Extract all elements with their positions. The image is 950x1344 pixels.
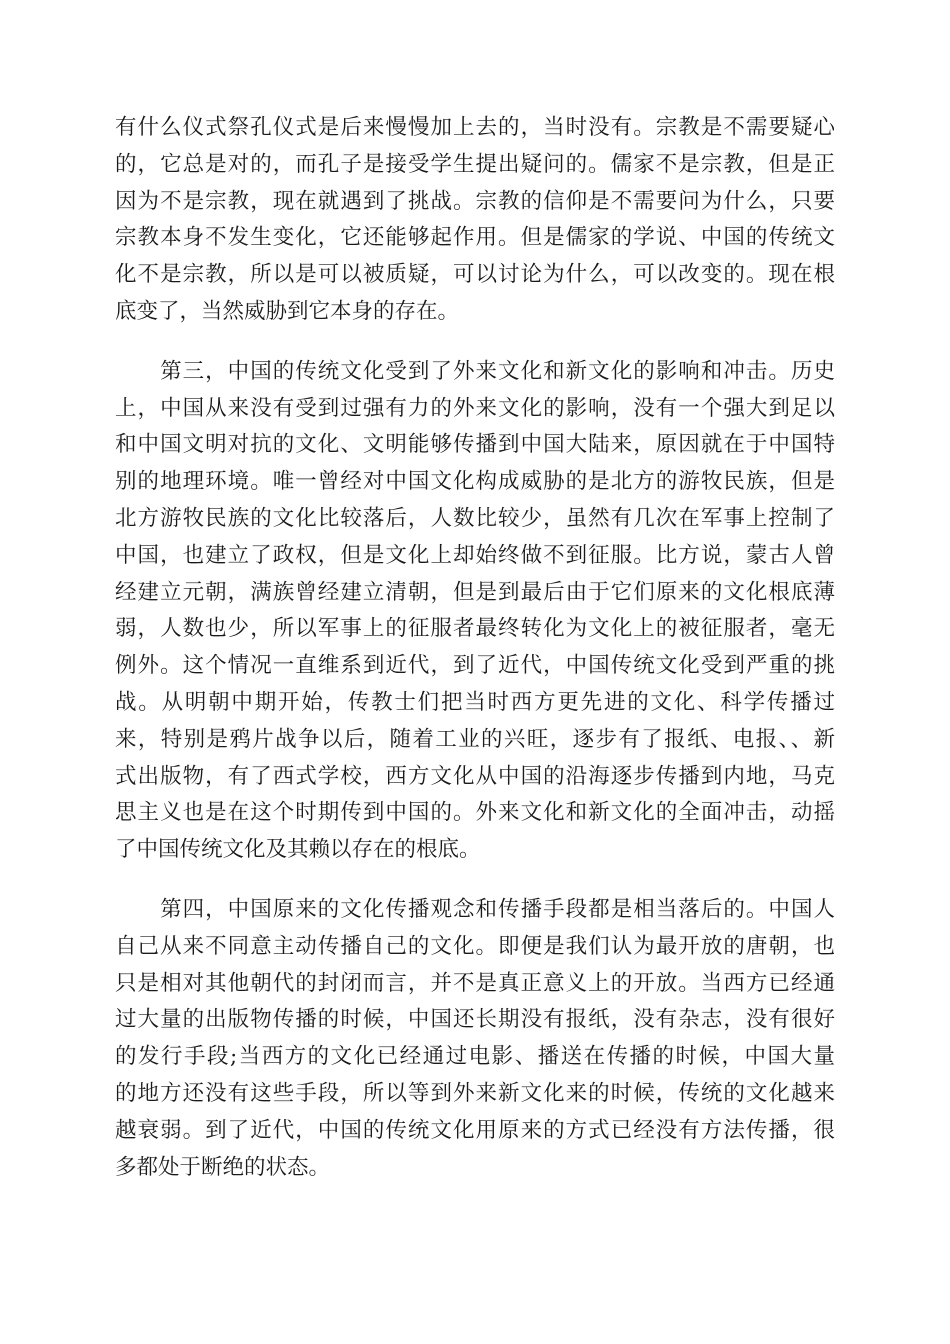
text-line: 来，特别是鸦片战争以后，随着工业的兴旺，逐步有了报纸、电报、、新 <box>115 726 835 752</box>
text-line: 的地方还没有这些手段，所以等到外来新文化来的时候，传统的文化越来 <box>115 1080 835 1106</box>
text-line: 例外。这个情况一直维系到近代，到了近代，中国传统文化受到严重的挑 <box>115 653 835 679</box>
document-body <box>115 110 835 1209</box>
text-line: 的，它总是对的，而孔子是接受学生提出疑问的。儒家不是宗教，但是正 <box>115 151 835 177</box>
text-line: 别的地理环境。唯一曾经对中国文化构成威胁的是北方的游牧民族，但是 <box>115 469 835 495</box>
text-line: 自己从来不同意主动传播自己的文化。即便是我们认为最开放的唐朝，也 <box>115 933 835 959</box>
text-line: 和中国文明对抗的文化、文明能够传播到中国大陆来，原因就在于中国特 <box>115 432 835 458</box>
text-line: 多都处于断绝的状态。 <box>115 1154 331 1180</box>
text-line: 弱，人数也少，所以军事上的征服者最终转化为文化上的被征服者，毫无 <box>115 616 835 642</box>
text-line: 的发行手段;当西方的文化已经通过电影、播送在传播的时候，中国大量 <box>115 1044 835 1070</box>
text-line: 战。从明朝中期开始，传教士们把当时西方更先进的文化、科学传播过 <box>115 689 835 715</box>
text-line: 式出版物，有了西式学校，西方文化从中国的沿海逐步传播到内地，马克 <box>115 763 835 789</box>
text-line: 思主义也是在这个时期传到中国的。外来文化和新文化的全面冲击，动摇 <box>115 800 835 826</box>
text-line: 过大量的出版物传播的时候，中国还长期没有报纸，没有杂志，没有很好 <box>115 1007 835 1033</box>
text-line: 有什么仪式祭孔仪式是后来慢慢加上去的，当时没有。宗教是不需要疑心 <box>115 115 835 140</box>
text-line: 底变了，当然威胁到它本身的存在。 <box>115 298 460 324</box>
text-line: 北方游牧民族的文化比较落后，人数比较少，虽然有几次在军事上控制了 <box>115 505 835 531</box>
text-line: 第三，中国的传统文化受到了外来文化和新文化的影响和冲击。历史 <box>115 358 835 384</box>
text-line: 了中国传统文化及其赖以存在的根底。 <box>115 837 481 863</box>
paragraph-1 <box>115 110 835 331</box>
text-line: 因为不是宗教，现在就遇到了挑战。宗教的信仰是不需要问为什么，只要 <box>115 188 835 214</box>
paragraph-2 <box>115 354 835 869</box>
text-line: 只是相对其他朝代的封闭而言，并不是真正意义上的开放。当西方已经通 <box>115 970 835 996</box>
text-line: 越衰弱。到了近代，中国的传统文化用原来的方式已经没有方法传播，很 <box>115 1117 835 1143</box>
text-line: 第四，中国原来的文化传播观念和传播手段都是相当落后的。中国人 <box>115 896 835 922</box>
text-line: 上，中国从来没有受到过强有力的外来文化的影响，没有一个强大到足以 <box>115 395 835 421</box>
text-line: 中国，也建立了政权，但是文化上却始终做不到征服。比方说，蒙古人曾 <box>115 542 835 568</box>
text-line: 经建立元朝，满族曾经建立清朝，但是到最后由于它们原来的文化根底薄 <box>115 579 835 605</box>
text-line: 宗教本身不发生变化，它还能够起作用。但是儒家的学说、中国的传统文 <box>115 225 835 251</box>
text-line: 化不是宗教，所以是可以被质疑，可以讨论为什么，可以改变的。现在根 <box>115 262 835 288</box>
paragraph-3 <box>115 892 835 1186</box>
